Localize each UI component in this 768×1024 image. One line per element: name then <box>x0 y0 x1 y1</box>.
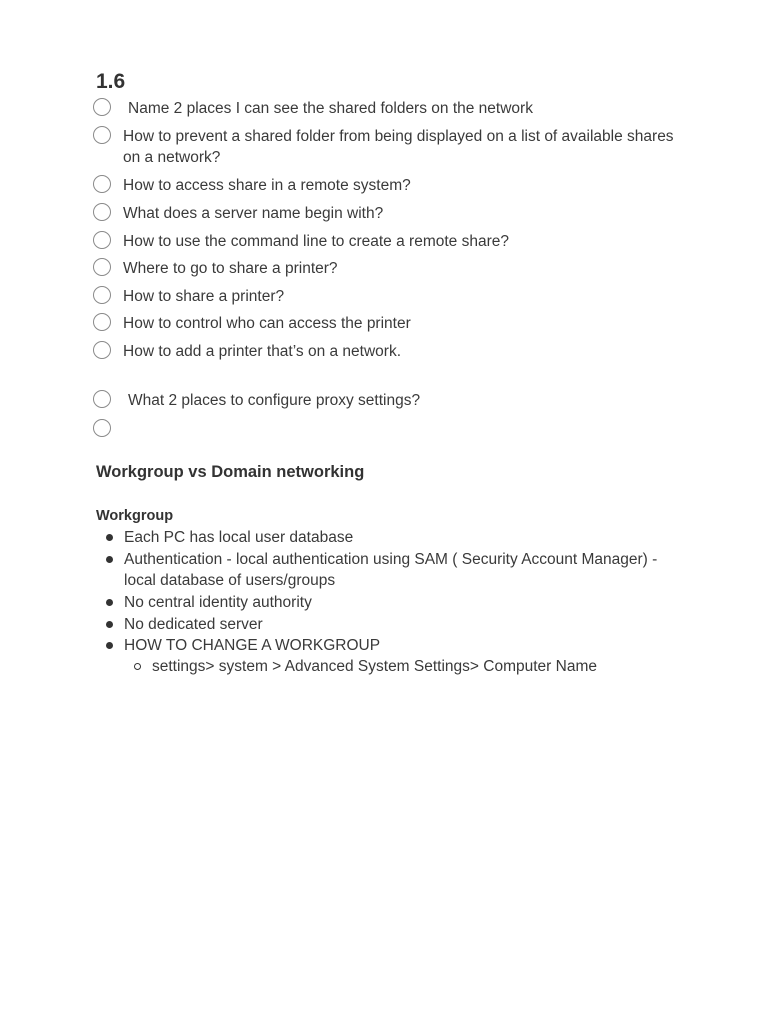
bullet-dot-icon <box>106 621 113 628</box>
checklist-item-text: Name 2 places I can see the shared folders on the network <box>128 100 533 117</box>
bullet-dot-icon <box>106 556 113 563</box>
bullet-dot-icon <box>106 534 113 541</box>
checklist-item-text: What does a server name begin with? <box>123 205 384 222</box>
checklist-item-text: How to share a printer? <box>123 288 285 305</box>
checkbox-circle-icon[interactable] <box>93 258 111 276</box>
checklist-item-text: How to control who can access the printer <box>123 315 411 332</box>
bullet-dot-icon <box>106 599 113 606</box>
checklist-item-text: How to add a printer that’s on a network. <box>123 343 402 360</box>
checkbox-circle-icon[interactable] <box>93 341 111 359</box>
bullet-item-text: No dedicated server <box>124 616 263 633</box>
checkbox-circle-icon[interactable] <box>93 126 111 144</box>
section-heading: Workgroup vs Domain networking <box>96 463 365 481</box>
bullet-item-text: Each PC has local user database <box>124 529 354 546</box>
checkbox-circle-icon[interactable] <box>93 231 111 249</box>
bullet-item-text: HOW TO CHANGE A WORKGROUP <box>124 637 381 654</box>
checkbox-circle-icon[interactable] <box>93 175 111 193</box>
checklist-item-text: How to use the command line to create a remote share? <box>123 233 509 250</box>
checkbox-circle-icon[interactable] <box>93 390 111 408</box>
checkbox-circle-icon[interactable] <box>93 203 111 221</box>
checkbox-circle-icon[interactable] <box>93 286 111 304</box>
bullet-dot-icon <box>106 642 113 649</box>
checklist-item-text: What 2 places to configure proxy settings? <box>128 392 421 409</box>
subsection-heading: Workgroup <box>96 508 174 524</box>
checklist-item-text: Where to go to share a printer? <box>123 260 338 277</box>
bullet-item-text: Authentication - local authentication using SAM ( Security Account Manager) - local database of users/groups <box>124 551 658 589</box>
checklist-item-text: How to prevent a shared folder from being displayed on a list of available shares on a network? <box>123 128 674 166</box>
section-number: 1.6 <box>96 70 126 93</box>
checklist-item-text: How to access share in a remote system? <box>123 177 411 194</box>
checkbox-circle-icon[interactable] <box>93 98 111 116</box>
bullet-item-text: No central identity authority <box>124 594 312 611</box>
checkbox-circle-icon[interactable] <box>93 419 111 437</box>
sub-bullet-item-text: settings> system > Advanced System Settings> Computer Name <box>152 658 597 675</box>
checkbox-circle-icon[interactable] <box>93 313 111 331</box>
hollow-bullet-icon <box>134 663 141 670</box>
